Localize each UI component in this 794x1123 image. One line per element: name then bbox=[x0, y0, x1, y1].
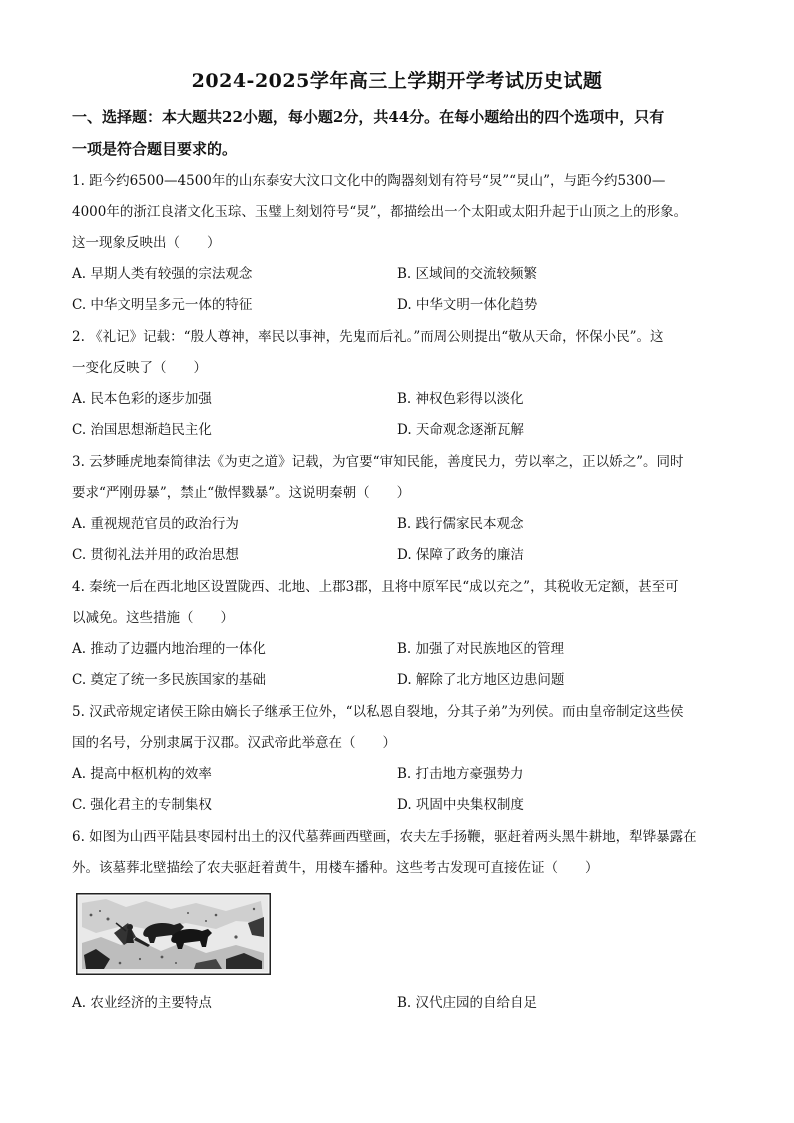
option-a: A. 农业经济的主要特点 bbox=[72, 995, 212, 1011]
option-d: D. 保障了政务的廉洁 bbox=[397, 547, 524, 563]
option-a: A. 推动了边疆内地治理的一体化 bbox=[72, 641, 266, 657]
question-text-line: 2. 《礼记》记载：“殷人尊神，率民以事神，先鬼而后礼。”而周公则提出“敬从天命，怀保小民”。这 bbox=[72, 329, 664, 345]
option-b: B. 践行儒家民本观念 bbox=[397, 516, 524, 532]
option-b: B. 打击地方豪强势力 bbox=[397, 766, 524, 782]
tomb-mural-figure bbox=[76, 893, 271, 975]
page-title: 2024-2025学年高三上学期开学考试历史试题 bbox=[191, 70, 603, 92]
question-text-line: 6. 如图为山西平陆县枣园村出土的汉代墓葬画西壁画，农夫左手扬鞭，驱赶着两头黑牛耕地，犁铧暴露在 bbox=[72, 829, 697, 845]
option-b: B. 加强了对民族地区的管理 bbox=[397, 641, 565, 657]
question-text-line: 4. 秦统一后在西北地区设置陇西、北地、上郡3郡，且将中原军民“成以充之”，其税收无定额，甚至可 bbox=[72, 579, 679, 595]
option-d: D. 解除了北方地区边患问题 bbox=[397, 672, 565, 688]
option-b: B. 神权色彩得以淡化 bbox=[397, 391, 524, 407]
option-d: D. 中华文明一体化趋势 bbox=[397, 297, 538, 313]
option-a: A. 早期人类有较强的宗法观念 bbox=[72, 266, 253, 282]
question-text-line: 一变化反映了（ ） bbox=[72, 360, 207, 376]
question-text-line: 3. 云梦睡虎地秦简律法《为吏之道》记载，为官要“审知民能，善度民力，劳以率之，正以娇之”。同时 bbox=[72, 454, 684, 470]
option-c: C. 治国思想渐趋民主化 bbox=[72, 422, 212, 438]
question-text-line: 4000年的浙江良渚文化玉琮、玉璧上刻划符号“炅”，都描绘出一个太阳或太阳升起于山顶之上的形象。 bbox=[72, 204, 688, 220]
question-text-line: 要求“严刚毋暴”，禁止“傲悍戮暴”。这说明秦朝（ ） bbox=[72, 485, 411, 501]
option-b: B. 汉代庄园的自给自足 bbox=[397, 995, 538, 1011]
question-text-line: 5. 汉武帝规定诸侯王除由嫡长子继承王位外，“以私恩自裂地，分其子弟”为列侯。而由皇帝制定这些侯 bbox=[72, 704, 684, 720]
question-text-line: 国的名号，分别隶属于汉郡。汉武帝此举意在（ ） bbox=[72, 735, 396, 751]
question-text-line: 外。该墓葬北壁描绘了农夫驱赶着黄牛，用楼车播种。这些考古发现可直接佐证（ ） bbox=[72, 860, 599, 876]
option-c: C. 中华文明呈多元一体的特征 bbox=[72, 297, 253, 313]
option-b: B. 区域间的交流较频繁 bbox=[397, 266, 538, 282]
question-text-line: 这一现象反映出（ ） bbox=[72, 235, 221, 251]
section-heading-line-2: 一项是符合题目要求的。 bbox=[72, 140, 238, 158]
option-a: A. 提高中枢机构的效率 bbox=[72, 766, 212, 782]
option-c: C. 强化君主的专制集权 bbox=[72, 797, 212, 813]
option-c: C. 奠定了统一多民族国家的基础 bbox=[72, 672, 266, 688]
option-a: A. 重视规范官员的政治行为 bbox=[72, 516, 239, 532]
section-heading-line-1: 一、选择题：本大题共22小题，每小题2分，共44分。在每小题给出的四个选项中，只有 bbox=[72, 108, 665, 126]
option-d: D. 巩固中央集权制度 bbox=[397, 797, 524, 813]
option-c: C. 贯彻礼法并用的政治思想 bbox=[72, 547, 239, 563]
question-text-line: 1. 距今约6500—4500年的山东泰安大汶口文化中的陶器刻划有符号“炅”“炅山”，与距今约5300— bbox=[72, 173, 666, 189]
question-text-line: 以减免。这些措施（ ） bbox=[72, 610, 234, 626]
option-a: A. 民本色彩的逐步加强 bbox=[72, 391, 212, 407]
option-d: D. 天命观念逐渐瓦解 bbox=[397, 422, 524, 438]
